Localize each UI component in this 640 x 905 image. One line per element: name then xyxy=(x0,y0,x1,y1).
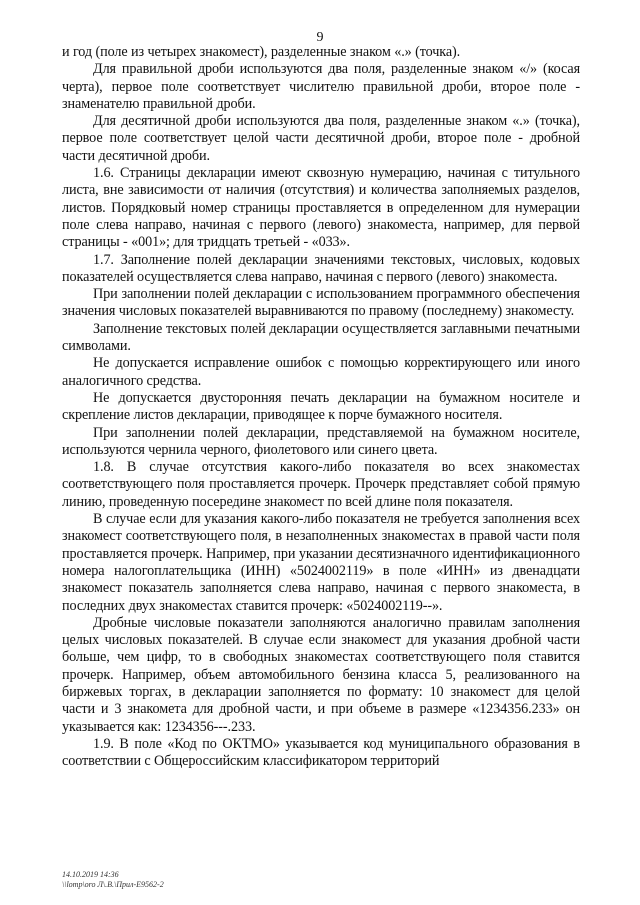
paragraph: 1.9. В поле «Код по ОКТМО» указывается код муниципального образования в соответствии с Общероссийским классификатором территорий xyxy=(62,735,580,770)
paragraph: 1.7. Заполнение полей декларации значениями текстовых, числовых, кодовых показателей осуществляется слева направо, начиная с первого (левого) знакоместа. xyxy=(62,251,580,285)
paragraph: Не допускается двусторонняя печать декларации на бумажном носителе и скрепление листов декларации, приводящее к порче бумажного носителя. xyxy=(62,389,580,424)
paragraph: При заполнении полей декларации с использованием программного обеспечения значения числовых показателей выравниваются по правому (последнему) знакоместу. xyxy=(62,286,580,320)
paragraph: При заполнении полей декларации, представляемой на бумажном носителе, используются чернила черного, фиолетового или синего цвета. xyxy=(62,424,580,458)
paragraph: и год (поле из четырех знакомест), разделенные знаком «.» (точка). xyxy=(62,44,461,60)
paragraph: Для десятичной дроби используются два поля, разделенные знаком «.» (точка), первое поле соответствует целой части десятичной дроби, второе поле - дробной части десятичной дроби. xyxy=(62,113,580,164)
paragraph: В случае если для указания какого-либо показателя не требуется заполнения всех знакомест соответствующего поля, в незаполненных знакоместах в правой части поля проставляется прочерк. Например, при указании десятизначного идентификационного номера налогоплательщика (ИНН) «5024002119» в поле «ИНН» из двенадцати знакомест показатель заполняется слева направо, начиная с первого знакоместа, в последних двух знакоместах ставится прочерк: «5024002119--». xyxy=(62,511,580,614)
paragraph: 1.8. В случае отсутствия какого-либо показателя во всех знакоместах соответствующего поля проставляется прочерк. Прочерк представляет собой прямую линию, проведенную посередине знакомест по всей длине поля показателя. xyxy=(62,459,580,510)
paragraph: Не допускается исправление ошибок с помощью корректирующего или иного аналогичного средства. xyxy=(62,355,580,389)
page-number: 9 xyxy=(316,30,324,45)
paragraph: Заполнение текстовых полей декларации осуществляется заглавными печатными символами. xyxy=(62,320,580,355)
footer-date: 14.10.2019 14:36 xyxy=(62,870,119,879)
paragraph: Дробные числовые показатели заполняются аналогично правилам заполнения целых числовых показателей. В случае если знакомест для указания дробной части больше, чем цифр, то в свободных знакоместах соответствующего поля ставится прочерк. Например, объем автомобильного бензина класса 5, реализованного на биржевых торгах, в декларации заполняется по формату: 10 знакомест для целой части и 3 знакомета для дробной части, и при объеме в размере «1234356.233» он указывается как: 1234356---.233. xyxy=(62,614,580,735)
footer-file-path: \\lomp\oro Л\.В.\Прил-E9562-2 xyxy=(62,880,164,889)
footer-stamp xyxy=(62,870,164,890)
paragraph: 1.6. Страницы декларации имеют сквозную нумерацию, начиная с титульного листа, вне зависимости от наличия (отсутствия) и количества заполняемых разделов, листов. Порядковый номер страницы проставляется в определенном для нумерации поле слева направо, начиная с первого (левого) знакоместа, например, для первой страницы - «001»; для тридцать третьей - «033». xyxy=(62,165,580,251)
paragraph: Для правильной дроби используются два поля, разделенные знаком «/» (косая черта), первое поле соответствует числителю правильной дроби, второе поле - знаменателю правильной дроби. xyxy=(62,61,580,112)
document-body xyxy=(62,44,580,770)
